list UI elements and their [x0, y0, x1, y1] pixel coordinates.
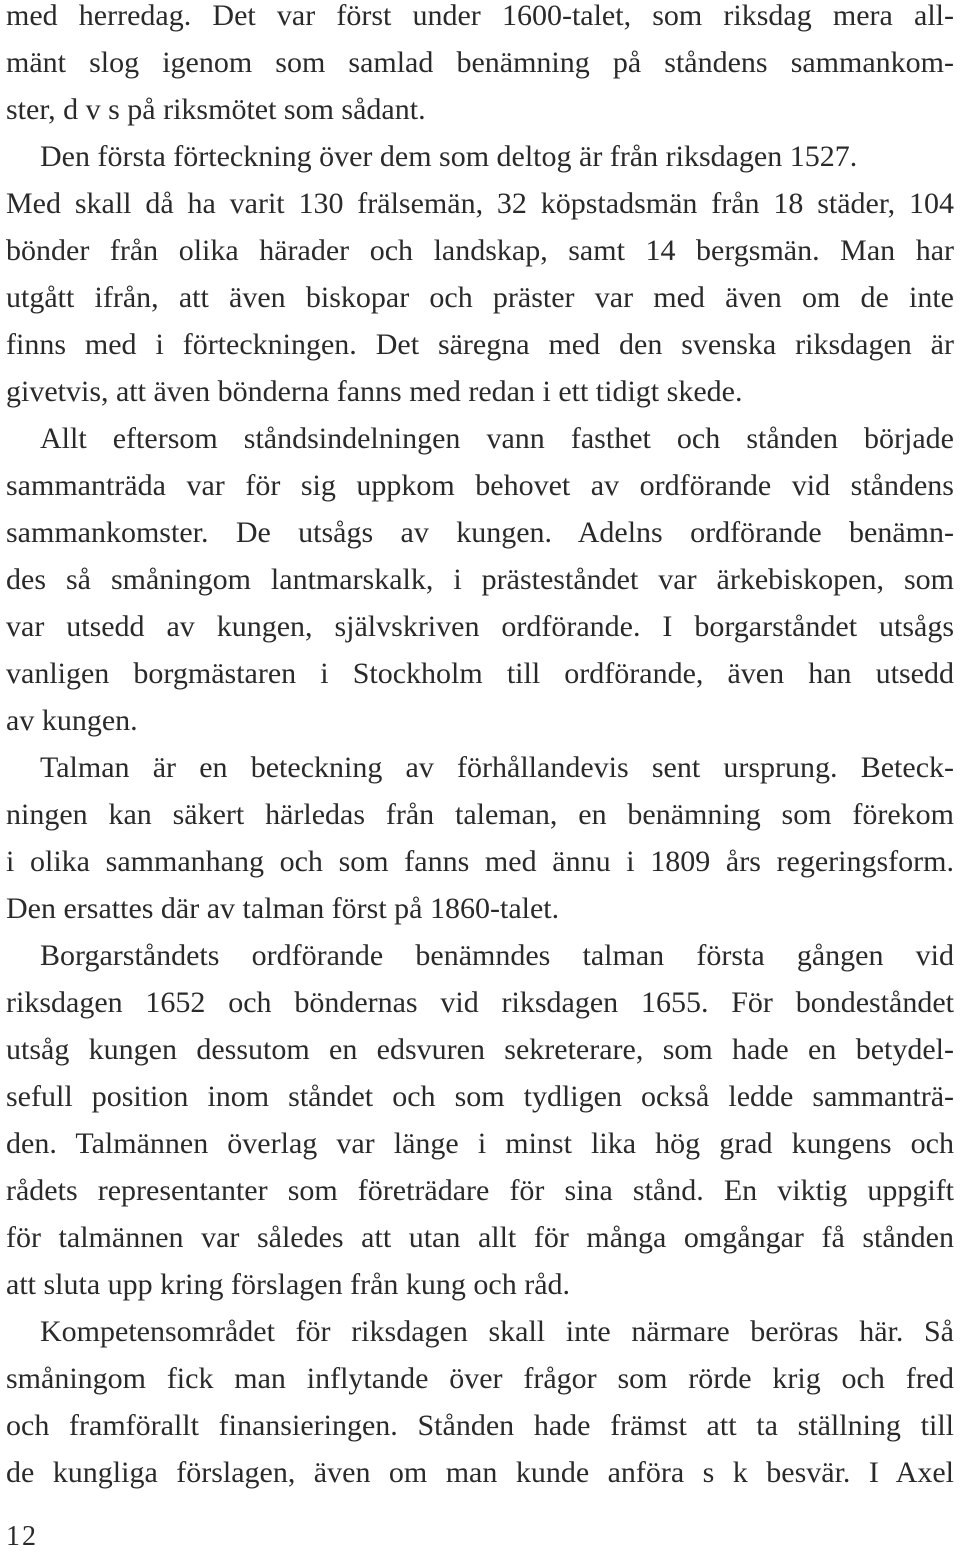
text-line: utsåg kungen dessutom en edsvuren sekreterare, som hade en betydel-	[6, 1033, 954, 1066]
text-line: rådets representanter som företrädare för sina stånd. En viktig uppgift	[6, 1174, 954, 1207]
text-line: för talmännen var således att utan allt för många omgångar få stånden	[6, 1221, 954, 1254]
text-line: Kompetensområdet för riksdagen skall inte närmare beröras här. Så	[40, 1315, 954, 1348]
text-line: Den ersattes där av talman först på 1860-talet.	[6, 892, 560, 925]
text-line: sammankomster. De utsågs av kungen. Adelns ordförande benämn-	[6, 516, 954, 549]
text-line: att sluta upp kring förslagen från kung och råd.	[6, 1268, 571, 1301]
text-line: des så småningom lantmarskalk, i prästeståndet var ärkebiskopen, som	[6, 563, 954, 596]
text-line: i olika sammanhang och som fanns med ännu i 1809 års regeringsform.	[6, 845, 954, 878]
text-line: vanligen borgmästaren i Stockholm till ordförande, även han utsedd	[6, 657, 954, 690]
text-line: mänt slog igenom som samlad benämning på ståndens sammankom-	[6, 46, 954, 79]
text-line: Allt eftersom ståndsindelningen vann fasthet och stånden började	[40, 422, 954, 455]
text-line: var utsedd av kungen, självskriven ordförande. I borgarståndet utsågs	[6, 610, 954, 643]
text-line: Talman är en beteckning av förhållandevis sent ursprung. Beteck-	[40, 751, 954, 784]
text-line: bönder från olika härader och landskap, samt 14 bergsmän. Man har	[6, 234, 954, 267]
text-line: sammanträda var för sig uppkom behovet av ordförande vid ståndens	[6, 469, 954, 502]
text-line: riksdagen 1652 och böndernas vid riksdagen 1655. För bondeståndet	[6, 986, 954, 1019]
text-line: de kungliga förslagen, även om man kunde anföra s k besvär. I Axel	[6, 1456, 954, 1489]
text-line: givetvis, att även bönderna fanns med redan i ett tidigt skede.	[6, 375, 743, 408]
text-line: småningom fick man inflytande över frågor som rörde krig och fred	[6, 1362, 954, 1395]
page-number: 12	[6, 1521, 38, 1552]
text-line: ster, d v s på riksmötet som sådant.	[6, 93, 426, 126]
text-line: av kungen.	[6, 704, 138, 737]
text-line: Borgarståndets ordförande benämndes talman första gången vid	[40, 939, 954, 972]
text-line: utgått ifrån, att även biskopar och präster var med även om de inte	[6, 281, 954, 314]
text-line: och framförallt finansieringen. Stånden hade främst att ta ställning till	[6, 1409, 954, 1442]
text-line: Den första förteckning över dem som deltog är från riksdagen 1527.	[40, 140, 858, 173]
text-line: sefull position inom ståndet och som tydligen också ledde sammanträ-	[6, 1080, 954, 1113]
text-line: med herredag. Det var först under 1600-talet, som riksdag mera all-	[6, 0, 954, 32]
text-line: finns med i förteckningen. Det säregna med den svenska riksdagen är	[6, 328, 954, 361]
text-line: Med skall då ha varit 130 frälsemän, 32 köpstadsmän från 18 städer, 104	[6, 187, 954, 220]
page-body	[6, 0, 954, 1559]
text-line: ningen kan säkert härledas från taleman, en benämning som förekom	[6, 798, 954, 831]
text-line: den. Talmännen överlag var länge i minst lika hög grad kungens och	[6, 1127, 954, 1160]
